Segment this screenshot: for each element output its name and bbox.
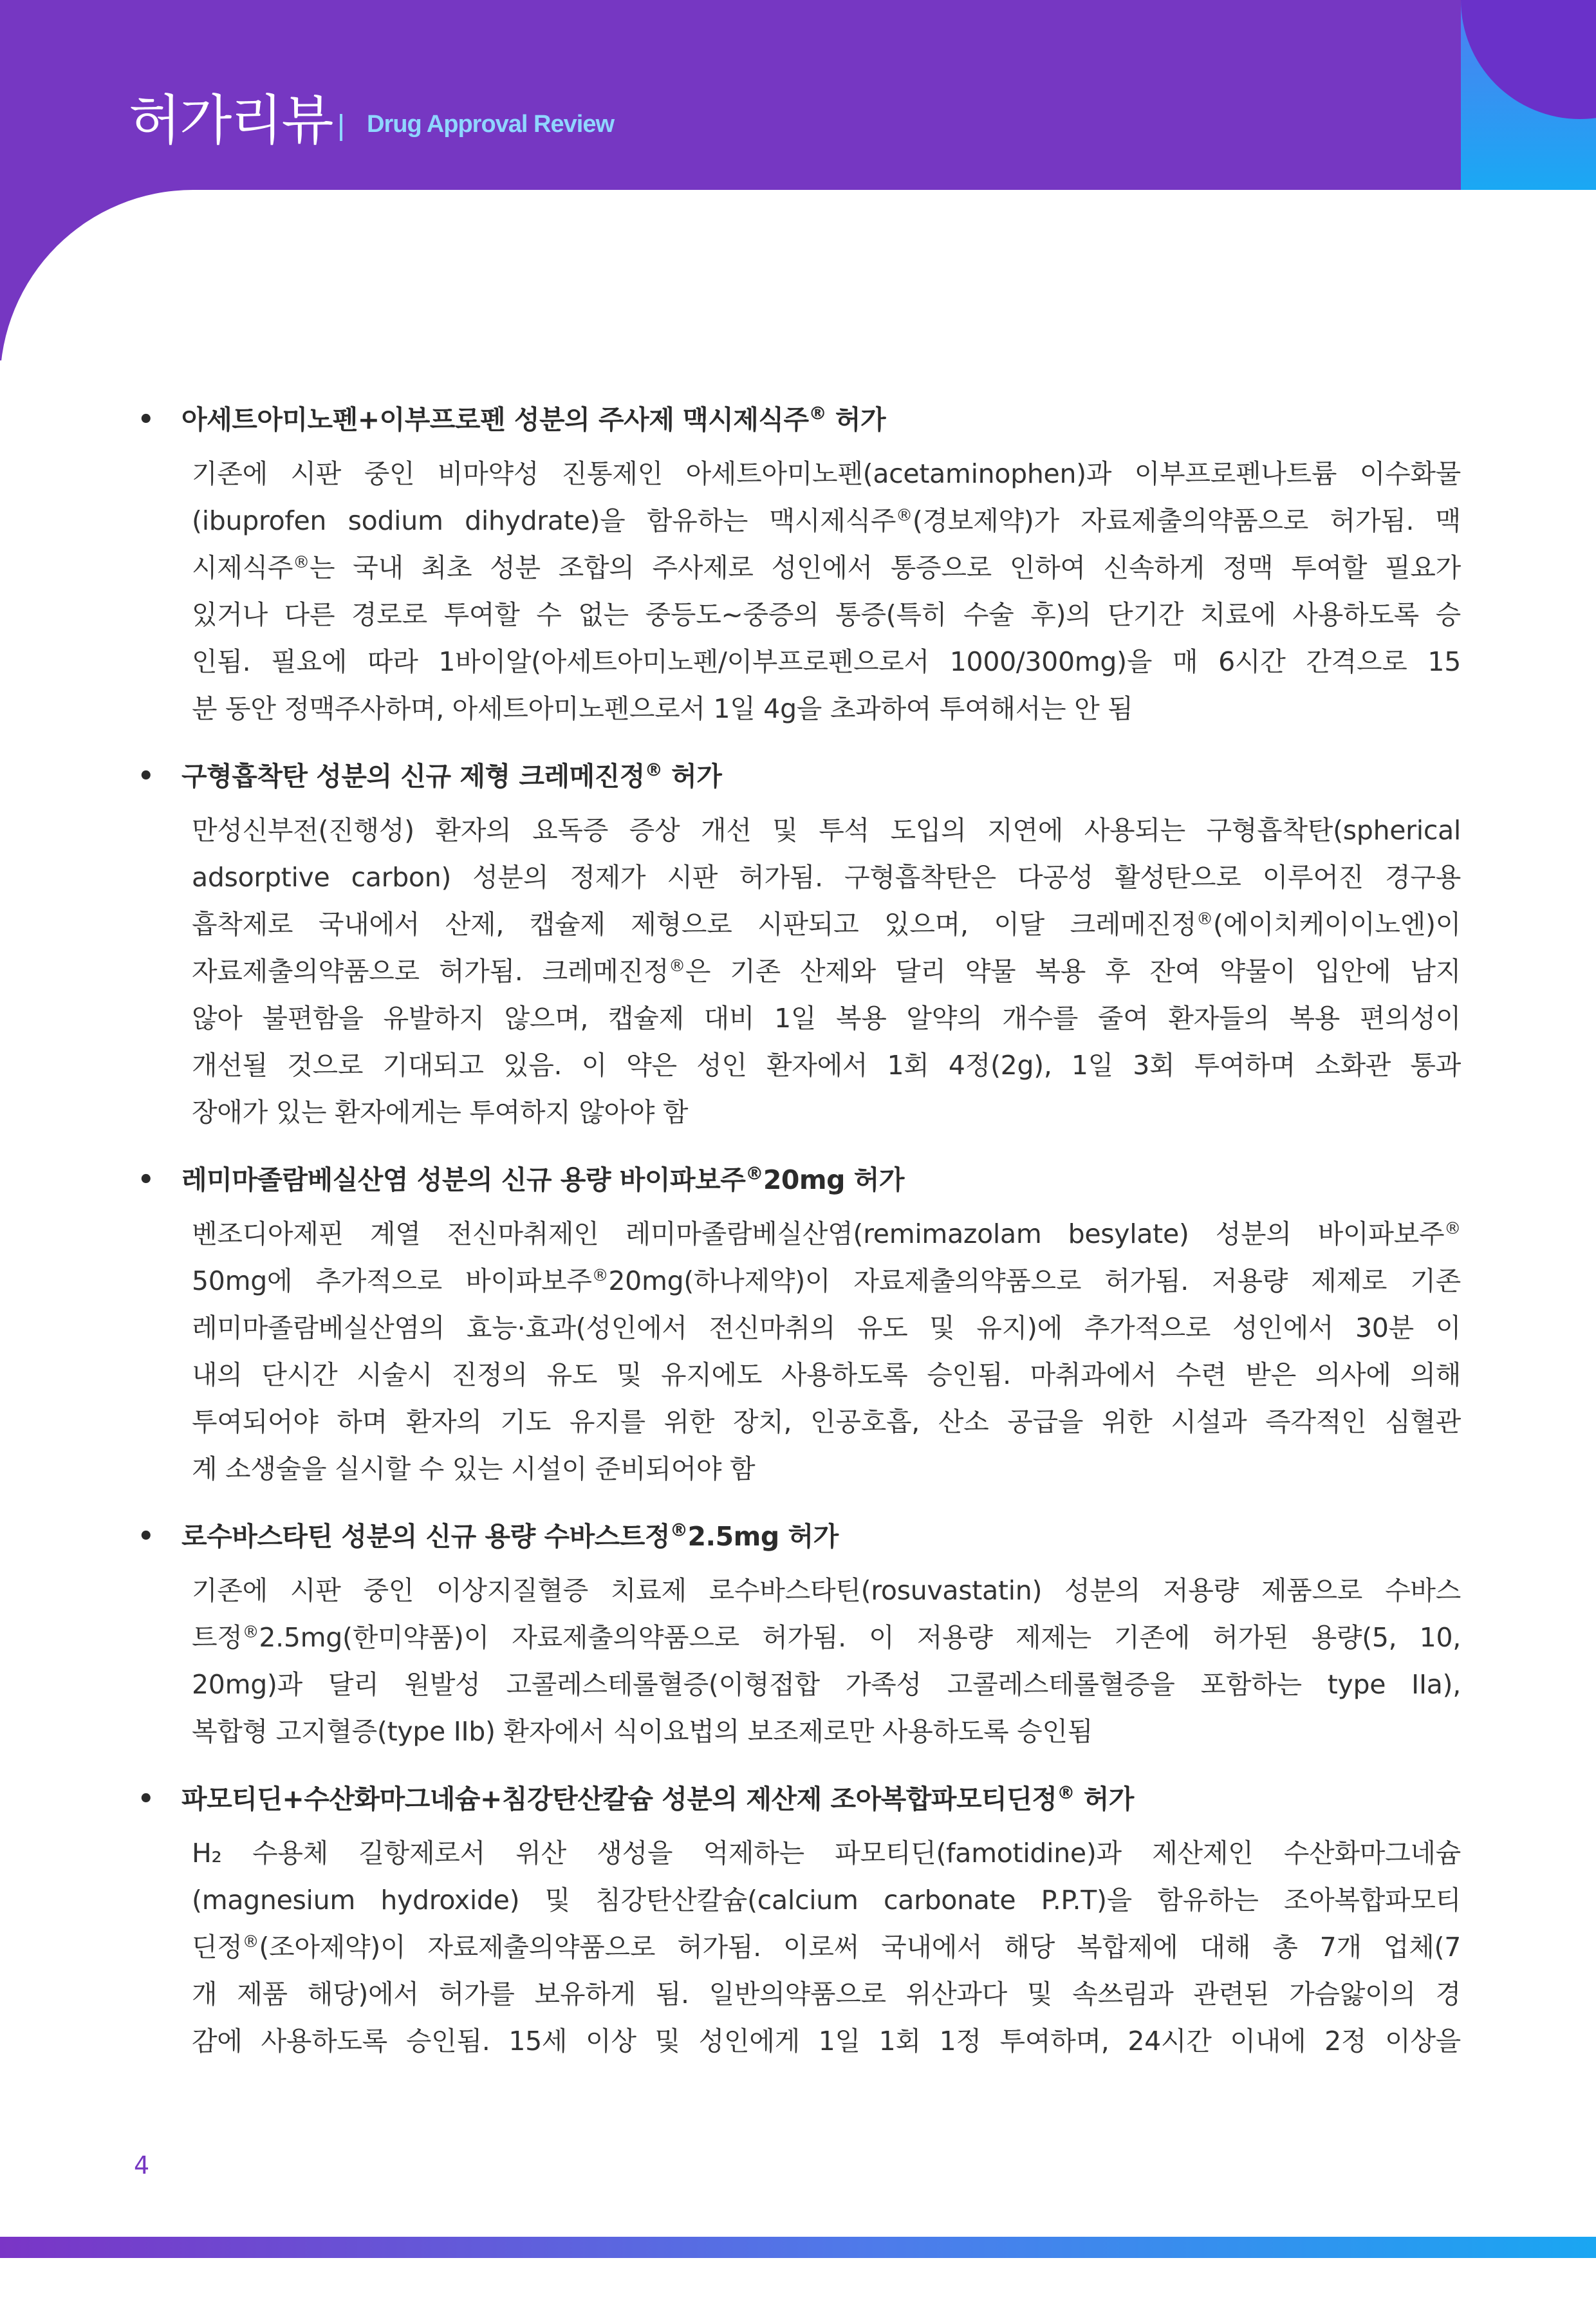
section-heading [135,1771,1461,1827]
body-line: 딘정®(조아제약)이 자료제출의약품으로 허가됨. 이로써 국내에서 해당 복합제에 대해 총 7개 업체(7 [192,1932,1461,1963]
header-subtitle: Drug Approval Review [367,111,615,138]
section-body [192,807,1461,1136]
body-line: 만성신부전(진행성) 환자의 요독증 증상 개선 및 투석 도입의 지연에 사용되는 구형흡착탄(spherical [192,815,1461,846]
approval-section [135,1152,1461,1493]
body-line: 투여되어야 하며 환자의 기도 유지를 위한 장치, 인공호흡, 산소 공급을 위한 시설과 즉각적인 심혈관 [192,1406,1461,1437]
body-line: (ibuprofen sodium dihydrate)을 함유하는 맥시제식주®(경보제약)가 자료제출의약품으로 허가됨. 맥 [192,505,1461,536]
section-heading [135,1152,1461,1208]
section-heading-text: 파모티딘+수산화마그네슘+침강탄산칼슘 성분의 제산제 조아복합파모티딘정® 허가 [181,1782,1134,1815]
section-heading [135,748,1461,805]
body-line: 기존에 시판 중인 이상지질혈증 치료제 로수바스타틴(rosuvastatin) 성분의 저용량 제품으로 수바스 [192,1575,1461,1606]
section-heading-text: 구형흡착탄 성분의 신규 제형 크레메진정® 허가 [181,759,722,792]
header-title: 허가리뷰 [129,89,333,152]
bullet-icon: • [138,1165,154,1195]
body-line: 벤조디아제핀 계열 전신마취제인 레미마졸람베실산염(remimazolam besylate) 성분의 바이파보주® [192,1218,1461,1249]
body-line: 레미마졸람베실산염의 효능·효과(성인에서 전신마취의 유도 및 유지)에 추가적으로 성인에서 30분 이 [192,1312,1461,1343]
body-line: 기존에 시판 중인 비마약성 진통제인 아세트아미노펜(acetaminophen)과 이부프로펜나트륨 이수화물 [192,458,1461,489]
article-body [135,391,1461,2080]
section-heading [135,391,1461,448]
body-line: 있거나 다른 경로로 투여할 수 없는 중등도~중증의 통증(특히 수술 후)의 단기간 치료에 사용하도록 승 [192,599,1461,630]
body-line: (magnesium hydroxide) 및 침강탄산칼슘(calcium carbonate P.P.T)을 함유하는 조아복합파모티 [192,1885,1461,1916]
body-line: 시제식주®는 국내 최초 성분 조합의 주사제로 성인에서 통증으로 인하여 신속하게 정맥 투여할 필요가 [192,552,1461,583]
section-body [192,451,1461,732]
body-line: 않아 불편함을 유발하지 않으며, 캡슐제 대비 1일 복용 알약의 개수를 줄여 환자들의 복용 편의성이 [192,1003,1461,1034]
body-line: 개 제품 해당)에서 허가를 보유하게 됨. 일반의약품으로 위산과다 및 속쓰림과 관련된 가슴앓이의 경 [192,1979,1461,2010]
bullet-icon: • [138,405,154,434]
body-line: 트정®2.5mg(한미약품)이 자료제출의약품으로 허가됨. 이 저용량 제제는 기존에 허가된 용량(5, 10, [192,1622,1461,1653]
body-line: 장애가 있는 환자에게는 투여하지 않아야 함 [192,1097,689,1128]
body-line: 내의 단시간 시술시 진정의 유도 및 유지에도 사용하도록 승인됨. 마취과에서 수련 받은 의사에 의해 [192,1359,1461,1390]
section-heading-text: 아세트아미노펜+이부프로펜 성분의 주사제 맥시제식주® 허가 [181,402,886,435]
approval-section [135,1508,1461,1755]
section-body [192,1567,1461,1755]
approval-section [135,748,1461,1136]
footer-gradient-bar [0,2237,1596,2258]
page-number: 4 [134,2151,150,2179]
body-line: 감에 사용하도록 승인됨. 15세 이상 및 성인에게 1일 1회 1정 투여하며, 24시간 이내에 2정 이상을 [192,2026,1461,2057]
section-heading-text: 로수바스타틴 성분의 신규 용량 수바스트정®2.5mg 허가 [181,1519,839,1552]
bullet-icon: • [138,1784,154,1814]
body-line: 개선될 것으로 기대되고 있음. 이 약은 성인 환자에서 1회 4정(2g), 1일 3회 투여하며 소화관 통과 [192,1050,1461,1081]
body-line: 인됨. 필요에 따라 1바이알(아세트아미노펜/이부프로펜으로서 1000/300mg)을 매 6시간 간격으로 15 [192,646,1461,677]
body-line: 50mg에 추가적으로 바이파보주®20mg(하나제약)이 자료제출의약품으로 허가됨. 저용량 제제로 기존 [192,1265,1461,1296]
header-divider [340,114,342,141]
body-line: 계 소생술을 실시할 수 있는 시설이 준비되어야 함 [192,1453,756,1484]
bullet-icon: • [138,1522,154,1551]
body-line: 분 동안 정맥주사하며, 아세트아미노펜으로서 1일 4g을 초과하여 투여해서는 안 됨 [192,693,1133,724]
body-line: adsorptive carbon) 성분의 정제가 시판 허가됨. 구형흡착탄은 다공성 활성탄으로 이루어진 경구용 [192,862,1461,893]
body-line: 자료제출의약품으로 허가됨. 크레메진정®은 기존 산제와 달리 약물 복용 후 잔여 약물이 입안에 남지 [192,956,1461,987]
section-body [192,1830,1461,2065]
section-heading-text: 레미마졸람베실산염 성분의 신규 용량 바이파보주®20mg 허가 [181,1162,904,1195]
body-line: 20mg)과 달리 원발성 고콜레스테롤혈증(이형접합 가족성 고콜레스테롤혈증을 포함하는 type IIa), [192,1669,1461,1700]
section-heading [135,1508,1461,1565]
section-body [192,1211,1461,1493]
approval-section [135,391,1461,732]
bullet-icon: • [138,761,154,791]
body-line: H₂ 수용체 길항제로서 위산 생성을 억제하는 파모티딘(famotidine)과 제산제인 수산화마그네슘 [192,1838,1461,1869]
body-line: 흡착제로 국내에서 산제, 캡슐제 제형으로 시판되고 있으며, 이달 크레메진정®(에이치케이이노엔)이 [192,909,1461,940]
body-line: 복합형 고지혈증(type IIb) 환자에서 식이요법의 보조제로만 사용하도록 승인됨 [192,1716,1093,1747]
approval-section [135,1771,1461,2065]
